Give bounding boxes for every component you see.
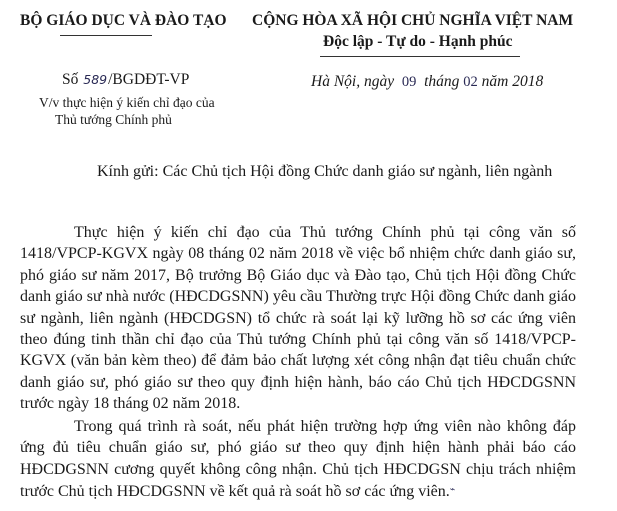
salutation: Kính gửi: Các Chủ tịch Hội đồng Chức danh giáo sư ngành, liên ngành (97, 163, 553, 180)
date-month: 02 (463, 74, 478, 90)
body-paragraph-1: Thực hiện ý kiến chỉ đạo của Thủ tướng Chính phủ tại công văn số 1418/VPCP-KGVX ngày 08 tháng 02 năm 2018 về việc bổ nhiệm chức danh giáo sư, phó giáo sư năm 2017, Bộ trưởng Bộ Giáo dục và Đào tạo, Chủ tịch Hội đồng Chức danh giáo sư nhà nước (HĐCDGSNN) yêu cầu Thường trực Hội đồng Chức danh giáo sư ngành, liên ngành (HĐCDGSN) tổ chức rà soát lại kỹ lưỡng hồ sơ các ứng viên theo đúng tinh thần chỉ đạo của Thủ tướng Chính phủ tại công văn số 1418/VPCP-KGVX (văn bản kèm theo) để đảm bảo chất lượng xét công nhận đạt tiêu chuẩn chức danh giáo sư, phó giáo sư theo quy định hiện hành, báo cáo Chủ tịch HĐCDGSNN trước ngày 18 tháng 02 năm 2018. (20, 224, 576, 413)
document-number (62, 71, 189, 89)
motto-underline (320, 56, 520, 57)
initial-mark: ⌁ (449, 485, 456, 496)
paragraph-2-text: Trong quá trình rà soát, nếu phát hiện trường hợp ứng viên nào không đáp ứng đủ tiêu chuẩn giáo sư, phó giáo sư theo quy định hiện hành phải báo cáo HĐCDGSNN cương quyết không công nhận. Chủ tịch HĐCDGSN chịu trách nhiệm trước Chủ tịch HĐCDGSNN về kết quả rà soát hồ sơ các ứng viên. (20, 418, 576, 501)
date-line (311, 73, 543, 91)
number-suffix: /BGDĐT-VP (108, 71, 190, 88)
national-motto: Độc lập - Tự do - Hạnh phúc (323, 33, 513, 50)
number-prefix: Số (62, 71, 79, 88)
date-year: năm 2018 (481, 73, 544, 90)
body-paragraph-2 (20, 416, 576, 503)
national-title: CỘNG HÒA XÃ HỘI CHỦ NGHĨA VIỆT NAM (252, 12, 574, 29)
date-month-label: tháng (424, 73, 460, 90)
date-day: 09 (401, 74, 417, 90)
agency-underline (60, 35, 152, 36)
date-place: Hà Nội, ngày (311, 73, 395, 90)
subject-line-1: V/v thực hiện ý kiến chỉ đạo của (39, 95, 215, 110)
handwritten-number: 589 (83, 72, 108, 87)
subject-line-2: Thủ tướng Chính phủ (55, 112, 172, 127)
issuing-agency: BỘ GIÁO DỤC VÀ ĐÀO TẠO (20, 12, 227, 29)
